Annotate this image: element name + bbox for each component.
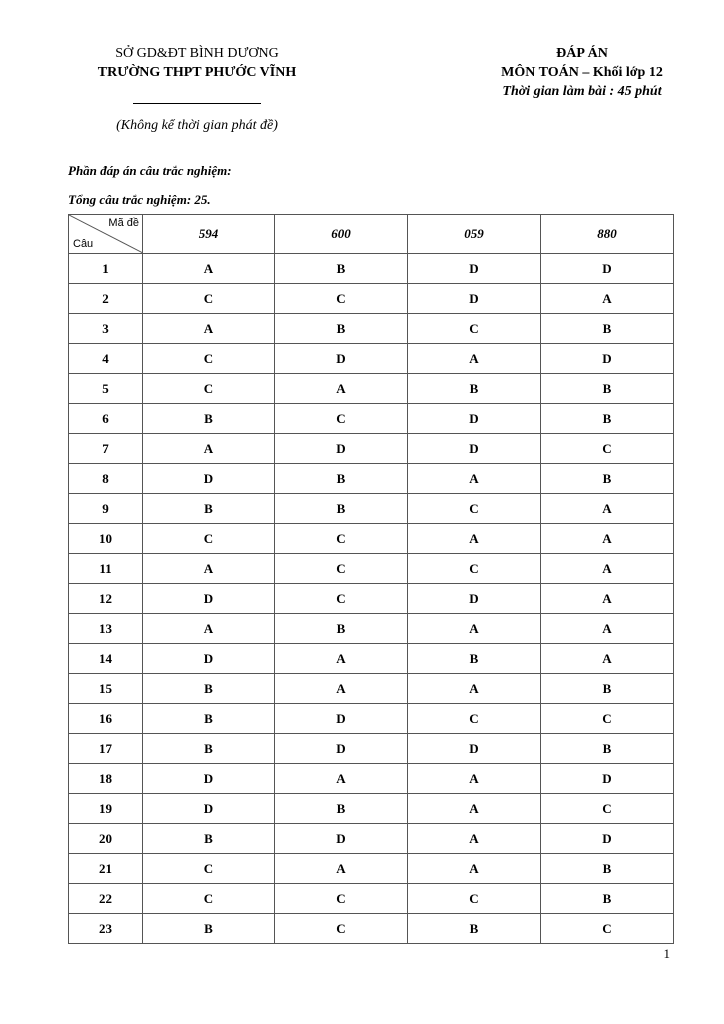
- answer-cell: C: [275, 404, 408, 434]
- answer-cell: B: [143, 914, 275, 944]
- question-number: 15: [69, 674, 143, 704]
- answer-cell: D: [143, 644, 275, 674]
- table-row: [69, 734, 674, 764]
- corner-cell: [69, 215, 143, 254]
- answer-cell: B: [275, 254, 408, 284]
- answer-cell: C: [275, 914, 408, 944]
- table-row: [69, 854, 674, 884]
- answer-cell: D: [541, 254, 674, 284]
- question-number: 12: [69, 584, 143, 614]
- total-label: Tổng câu trắc nghiệm: 25.: [68, 192, 211, 207]
- answer-cell: A: [541, 524, 674, 554]
- code-header: 880: [541, 215, 674, 254]
- answer-cell: A: [408, 794, 541, 824]
- subject-line: MÔN TOÁN – Khối lớp 12: [501, 65, 663, 80]
- answer-cell: D: [275, 824, 408, 854]
- answer-cell: C: [143, 524, 275, 554]
- answer-cell: B: [275, 794, 408, 824]
- answer-cell: B: [408, 914, 541, 944]
- answer-cell: B: [541, 734, 674, 764]
- time-note: (Không kể thời gian phát đề): [116, 118, 278, 133]
- answer-cell: D: [541, 344, 674, 374]
- header-divider: [133, 103, 261, 104]
- answer-cell: A: [541, 284, 674, 314]
- question-number: 22: [69, 884, 143, 914]
- answer-cell: B: [143, 824, 275, 854]
- question-number: 21: [69, 854, 143, 884]
- question-number: 4: [69, 344, 143, 374]
- answer-cell: A: [408, 614, 541, 644]
- duration-line: Thời gian làm bài : 45 phút: [502, 84, 662, 99]
- question-number: 1: [69, 254, 143, 284]
- answer-cell: C: [408, 494, 541, 524]
- code-header: 594: [143, 215, 275, 254]
- answer-cell: D: [408, 434, 541, 464]
- question-number: 23: [69, 914, 143, 944]
- question-number: 14: [69, 644, 143, 674]
- header-left: [62, 44, 332, 82]
- answer-cell: C: [541, 434, 674, 464]
- answer-cell: C: [408, 314, 541, 344]
- code-header: 059: [408, 215, 541, 254]
- table-row: [69, 494, 674, 524]
- table-row: [69, 884, 674, 914]
- question-number: 19: [69, 794, 143, 824]
- answer-cell: B: [541, 374, 674, 404]
- table-row: [69, 404, 674, 434]
- corner-question-label: Câu: [73, 238, 94, 250]
- answer-cell: A: [541, 494, 674, 524]
- answer-cell: D: [275, 344, 408, 374]
- question-number: 13: [69, 614, 143, 644]
- table-header-row: [69, 215, 674, 254]
- answer-cell: C: [143, 374, 275, 404]
- answer-cell: B: [541, 854, 674, 884]
- answer-cell: B: [541, 674, 674, 704]
- question-number: 5: [69, 374, 143, 404]
- answer-cell: D: [275, 434, 408, 464]
- answer-cell: A: [275, 764, 408, 794]
- answer-cell: A: [541, 554, 674, 584]
- answer-cell: A: [408, 464, 541, 494]
- answer-cell: A: [143, 254, 275, 284]
- answer-cell: B: [541, 884, 674, 914]
- answer-cell: A: [541, 644, 674, 674]
- answer-cell: B: [143, 404, 275, 434]
- answer-cell: C: [275, 554, 408, 584]
- table-row: [69, 374, 674, 404]
- answer-cell: C: [408, 704, 541, 734]
- answer-cell: C: [541, 914, 674, 944]
- department-name: SỞ GD&ĐT BÌNH DƯƠNG: [115, 46, 279, 61]
- question-number: 3: [69, 314, 143, 344]
- answer-cell: B: [541, 314, 674, 344]
- table-row: [69, 914, 674, 944]
- answer-cell: C: [275, 284, 408, 314]
- question-number: 9: [69, 494, 143, 524]
- answer-cell: A: [275, 674, 408, 704]
- question-number: 20: [69, 824, 143, 854]
- answer-cell: D: [143, 584, 275, 614]
- answer-cell: A: [275, 854, 408, 884]
- table-row: [69, 644, 674, 674]
- answer-table: [68, 214, 674, 944]
- answer-cell: C: [275, 524, 408, 554]
- answer-cell: C: [143, 884, 275, 914]
- answer-cell: D: [143, 464, 275, 494]
- table-row: [69, 704, 674, 734]
- answer-cell: B: [143, 674, 275, 704]
- question-number: 11: [69, 554, 143, 584]
- answer-cell: C: [541, 794, 674, 824]
- table-row: [69, 824, 674, 854]
- table-row: [69, 524, 674, 554]
- answer-cell: D: [408, 284, 541, 314]
- answer-cell: A: [408, 344, 541, 374]
- answer-cell: D: [541, 824, 674, 854]
- question-number: 10: [69, 524, 143, 554]
- answer-cell: A: [143, 554, 275, 584]
- answer-cell: A: [143, 614, 275, 644]
- question-number: 18: [69, 764, 143, 794]
- answer-cell: B: [275, 494, 408, 524]
- answer-cell: B: [275, 614, 408, 644]
- answer-cell: A: [408, 524, 541, 554]
- answer-cell: C: [275, 884, 408, 914]
- answer-cell: D: [541, 764, 674, 794]
- answer-cell: D: [275, 734, 408, 764]
- answer-cell: D: [408, 584, 541, 614]
- corner-code-label: Mã đề: [108, 217, 139, 229]
- answer-cell: A: [143, 434, 275, 464]
- table-row: [69, 764, 674, 794]
- question-number: 16: [69, 704, 143, 734]
- answer-cell: C: [143, 344, 275, 374]
- table-row: [69, 254, 674, 284]
- answer-cell: C: [275, 584, 408, 614]
- doc-title: ĐÁP ÁN: [556, 46, 608, 61]
- header-right: [452, 44, 712, 101]
- answer-cell: C: [408, 884, 541, 914]
- answer-cell: B: [143, 704, 275, 734]
- answer-cell: D: [143, 764, 275, 794]
- table-row: [69, 344, 674, 374]
- answer-cell: A: [541, 614, 674, 644]
- answer-cell: B: [408, 374, 541, 404]
- table-row: [69, 614, 674, 644]
- table-row: [69, 674, 674, 704]
- answer-cell: B: [275, 464, 408, 494]
- answer-cell: C: [143, 284, 275, 314]
- answer-cell: A: [408, 854, 541, 884]
- answer-cell: A: [541, 584, 674, 614]
- question-number: 8: [69, 464, 143, 494]
- answer-cell: D: [408, 734, 541, 764]
- school-name: TRƯỜNG THPT PHƯỚC VĨNH: [97, 65, 297, 80]
- table-row: [69, 584, 674, 614]
- question-number: 7: [69, 434, 143, 464]
- code-header: 600: [275, 215, 408, 254]
- answer-cell: C: [541, 704, 674, 734]
- answer-cell: A: [275, 374, 408, 404]
- answer-cell: C: [143, 854, 275, 884]
- answer-cell: D: [408, 254, 541, 284]
- section-label: Phần đáp án câu trắc nghiệm:: [68, 163, 232, 178]
- answer-cell: B: [541, 464, 674, 494]
- answer-cell: A: [408, 764, 541, 794]
- table-row: [69, 794, 674, 824]
- question-number: 2: [69, 284, 143, 314]
- table-row: [69, 314, 674, 344]
- answer-cell: A: [143, 314, 275, 344]
- table-row: [69, 464, 674, 494]
- answer-cell: B: [275, 314, 408, 344]
- answer-cell: C: [408, 554, 541, 584]
- answer-cell: D: [408, 404, 541, 434]
- answer-cell: D: [143, 794, 275, 824]
- table-row: [69, 434, 674, 464]
- answer-cell: B: [541, 404, 674, 434]
- answer-cell: A: [408, 824, 541, 854]
- question-number: 6: [69, 404, 143, 434]
- answer-cell: D: [275, 704, 408, 734]
- table-row: [69, 284, 674, 314]
- answer-cell: B: [143, 494, 275, 524]
- answer-cell: A: [408, 674, 541, 704]
- table-row: [69, 554, 674, 584]
- answer-body: [69, 254, 674, 944]
- answer-cell: B: [143, 734, 275, 764]
- answer-cell: A: [275, 644, 408, 674]
- page-number: 1: [663, 946, 670, 961]
- question-number: 17: [69, 734, 143, 764]
- answer-cell: B: [408, 644, 541, 674]
